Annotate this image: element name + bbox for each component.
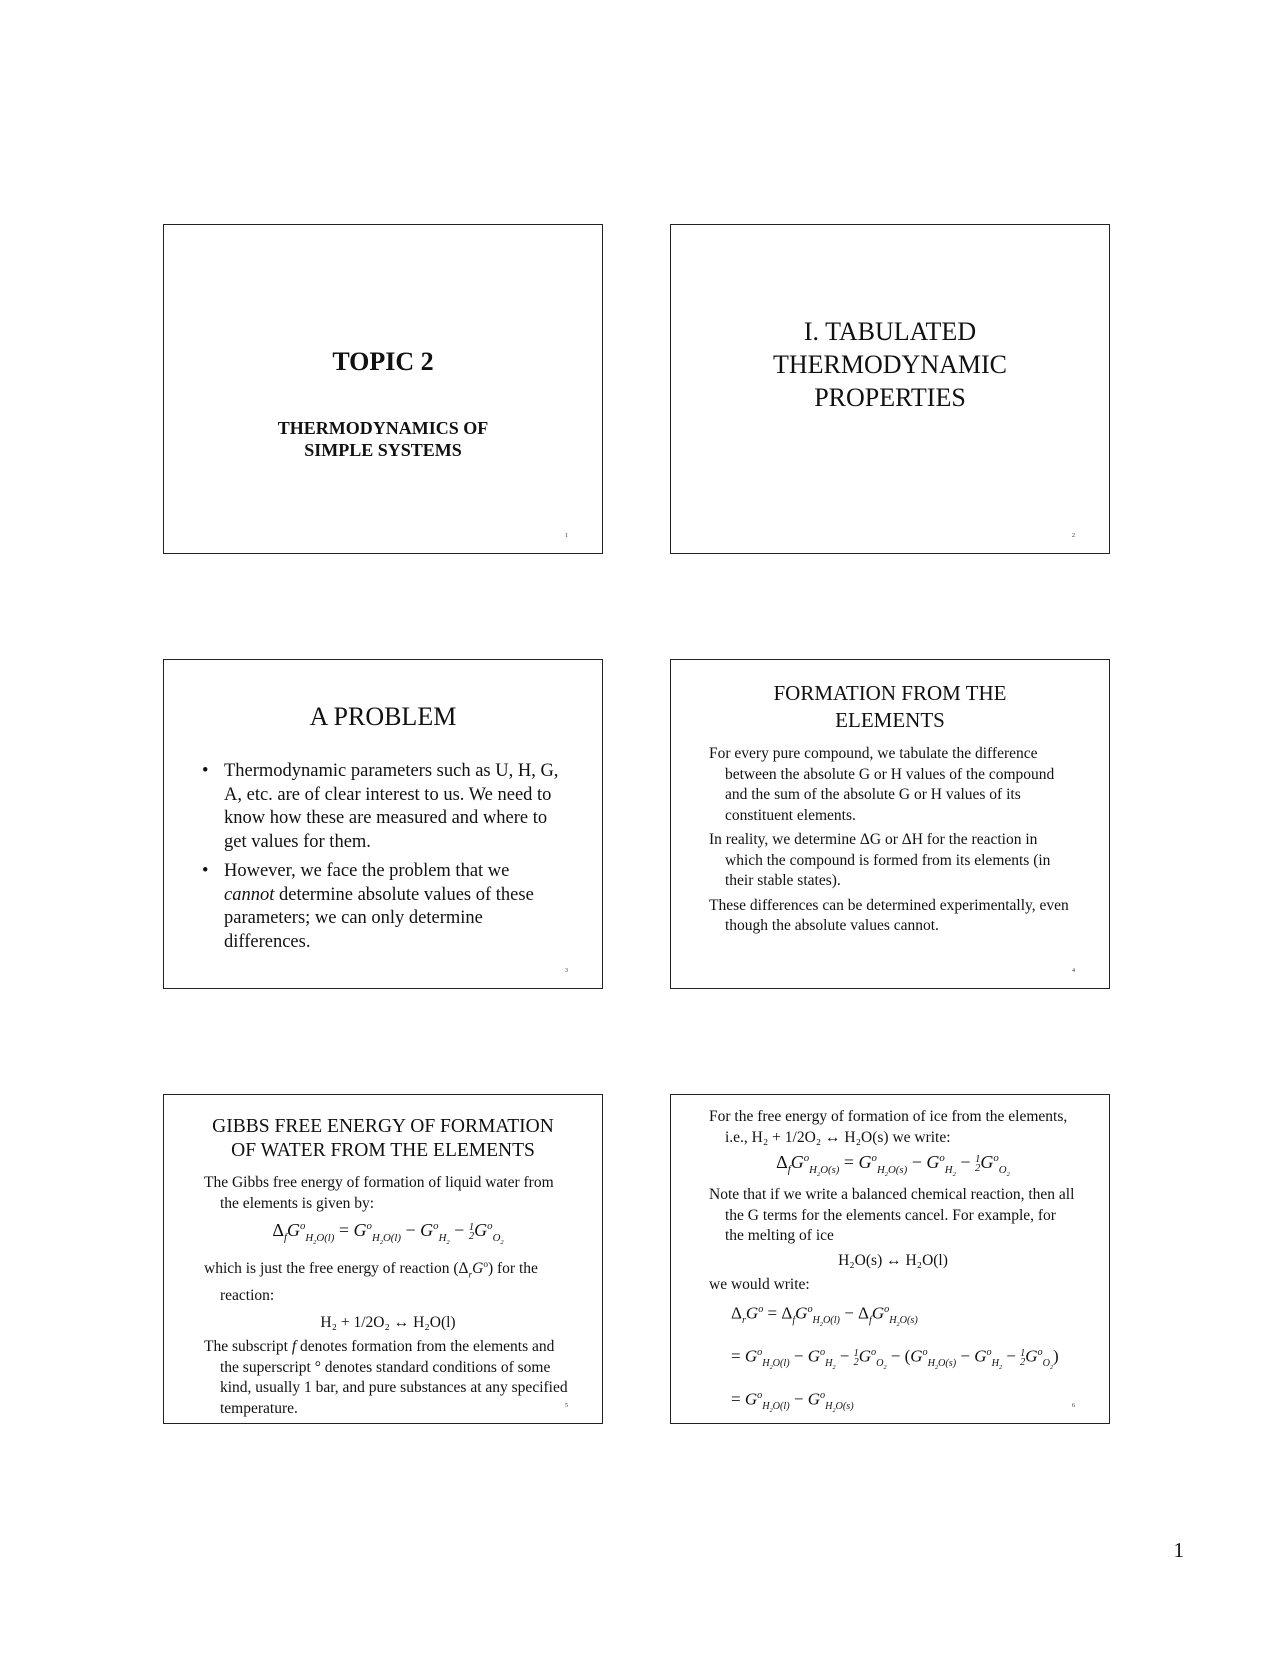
- slide-3: [163, 659, 603, 989]
- slide-5-title-line1: GIBBS FREE ENERGY OF FORMATION: [212, 1116, 554, 1137]
- slide-6-equation-line-3: = $G^o_{H_2O(l)} - G^o_{H_2O(s)}$: [731, 1389, 854, 1414]
- slide-4-number: 4: [1072, 968, 1075, 974]
- slide-5-paragraph-3: [204, 1337, 572, 1419]
- slide-2-number: 2: [1072, 533, 1075, 539]
- slide-3-number: 3: [565, 968, 568, 974]
- slide-4-title: [671, 680, 1109, 734]
- slide-3-bullet-2: [202, 860, 562, 954]
- slide-5-title-line2: OF WATER FROM THE ELEMENTS: [231, 1140, 535, 1161]
- slide-4-title-line1: FORMATION FROM THE: [773, 681, 1007, 705]
- slide-5-paragraph-3-post: denotes formation from the elements and the superscript ° denotes standard conditions of some kind, usually 1 bar, and pure substances at any specified temperature.: [220, 1338, 568, 1417]
- slide-5-equation-formation: $\Delta_fG^o_{H_2O(l)} = G^o_{H_2O(l)} - G^o_{H_2} - 1$ $2G^o_{O_2}$: [272, 1220, 504, 1246]
- slide-6-equation-line-2: = $G^o_{H_2O(l)} - G^o_{H_2} - 1$ $2G^o_{O_2} - (G^o_{H_2O(s)} - G^o_{H_2} - 1$ $2G^o_{O_2}$): [731, 1346, 1059, 1371]
- slide-6-paragraph-3: we would write:: [709, 1276, 810, 1294]
- slide-3-bullet-1-text: Thermodynamic parameters such as U, H, G, A, etc. are of clear interest to us. We need to know how these are measured and where to get values for them.: [224, 761, 559, 852]
- slide-2: [670, 224, 1110, 554]
- slide-5: [163, 1094, 603, 1424]
- slide-6-reaction: H₂O(s) ↔ H₂O(l): [838, 1251, 948, 1269]
- slide-5-reaction: H₂ + 1/2O₂ ↔ H₂O(l): [320, 1313, 456, 1331]
- slide-1-subtitle: [164, 417, 602, 461]
- slide-3-title: A PROBLEM: [309, 702, 457, 731]
- slide-2-title-line2: THERMODYNAMIC: [773, 350, 1007, 379]
- slide-5-paragraph-2: which is just the free energy of reaction $(\Delta_rG^o)$ for the reaction:: [204, 1260, 538, 1304]
- slide-1-subtitle-line2: SIMPLE SYSTEMS: [304, 440, 462, 460]
- slide-4-title-line2: ELEMENTS: [835, 708, 945, 732]
- bullet-dot: •: [202, 861, 209, 881]
- slide-1: [163, 224, 603, 554]
- slide-4-paragraph-2: In reality, we determine ΔG or ΔH for the reaction in which the compound is formed from its elements (in their stable states).: [709, 831, 1051, 889]
- slide-6-number: 6: [1072, 1403, 1075, 1409]
- slide-5-body: [204, 1173, 572, 1423]
- slide-3-bullet-list: [202, 760, 562, 960]
- slide-5-paragraph-2-text: which is just the free energy of reaction (Δ: [204, 1260, 469, 1278]
- slide-5-paragraph-3-pre: The subscript: [204, 1338, 292, 1355]
- bullet-dot: •: [202, 761, 209, 781]
- slide-6: [670, 1094, 1110, 1424]
- slide-5-paragraph-3-f: f: [291, 1338, 297, 1355]
- slide-6-equation-ice: $\Delta_fG^o_{H_2O(s)} = G^o_{H_2O(s)} - G^o_{H_2} - 1$ $2G^o_{O_2}$: [776, 1152, 1010, 1178]
- slide-5-title: [164, 1115, 602, 1163]
- slide-3-bullet-2-pre: However, we face the problem that we: [224, 861, 510, 881]
- slide-3-bullet-1: [202, 760, 562, 854]
- slide-6-body: [709, 1107, 1077, 1425]
- slide-5-number: 5: [565, 1403, 568, 1409]
- slide-2-title-line1: I. TABULATED: [803, 317, 977, 346]
- slide-2-title: [671, 315, 1109, 414]
- slide-6-equation-line-1: $\Delta_rG^o = \Delta_fG^o_{H_2O(l)} - \Delta_fG^o_{H_2O(s)}$: [731, 1303, 918, 1328]
- slide-4-paragraph-3: These differences can be determined experimentally, even though the absolute values cannot.: [709, 896, 1069, 934]
- slide-3-bullet-2-post: determine absolute values of these parameters; we can only determine differences.: [224, 884, 534, 952]
- page-number: 1: [1173, 1538, 1184, 1562]
- slide-1-subtitle-line1: THERMODYNAMICS OF: [277, 418, 489, 438]
- slide-6-paragraph-1: For the free energy of formation of ice from the elements, i.e., H₂ + 1/2O₂ ↔ H₂O(s) we write:: [709, 1108, 1068, 1146]
- slide-2-title-line3: PROPERTIES: [814, 383, 966, 412]
- slide-4-body: [709, 744, 1077, 941]
- slide-4: [670, 659, 1110, 989]
- slide-1-number: 1: [565, 533, 568, 539]
- slide-3-bullet-2-emphasis: cannot: [224, 884, 275, 905]
- slide-1-title: TOPIC 2: [332, 347, 434, 376]
- slide-5-paragraph-2-end: ) for the reaction:: [220, 1260, 538, 1304]
- slide-6-paragraph-2: Note that if we write a balanced chemical reaction, then all the G terms for the elements cancel. For example, for the melting of ice: [709, 1186, 1075, 1245]
- slide-5-paragraph-1: The Gibbs free energy of formation of liquid water from the elements is given by:: [204, 1174, 554, 1212]
- slide-4-paragraph-1: For every pure compound, we tabulate the difference between the absolute G or H values of the compound and the sum of the absolute G or H values of its constituent elements.: [709, 745, 1055, 824]
